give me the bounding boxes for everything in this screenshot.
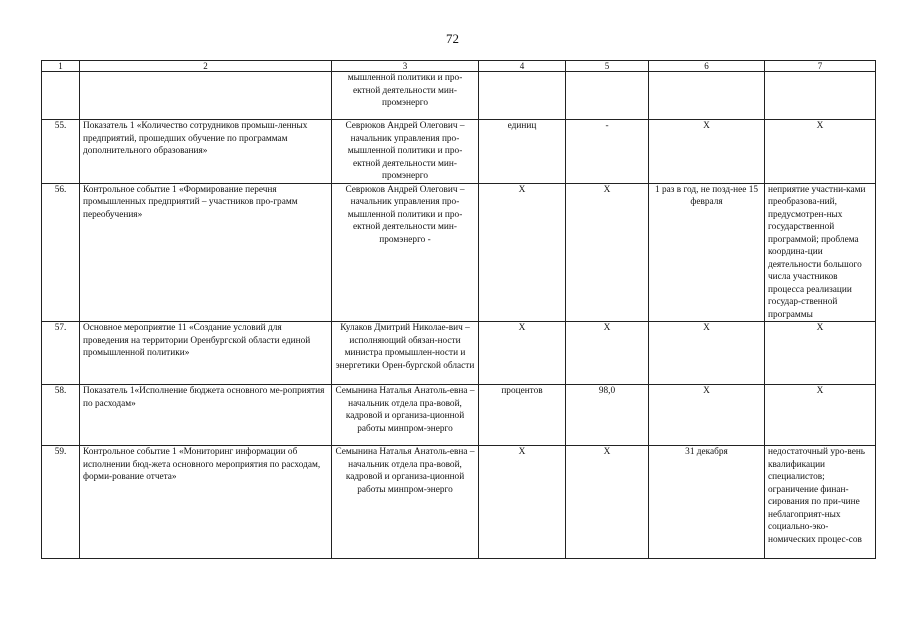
table-row [42, 385, 876, 446]
column-header: 3 [332, 61, 479, 72]
row-number-cell: 55. [42, 120, 80, 184]
deadline-cell: 1 раз в год, не позд-нее 15 февраля [649, 183, 765, 322]
row-number-cell [42, 72, 80, 120]
value-cell [566, 72, 649, 120]
risk-cell: недостаточный уро-вень квалификации специалистов; ограничение финан-сирования по при-чине неблагоприят-ных социально-эко-номических процес-сов [765, 446, 876, 559]
risk-cell: Х [765, 120, 876, 184]
name-cell: Основное мероприятие 11 «Создание условий для проведения на территории Оренбургской области единой промышленной политики» [80, 322, 332, 385]
deadline-cell [649, 72, 765, 120]
risk-cell: неприятие участни-ками преобразова-ний, предусмотрен-ных государственной программой; проблема координа-ции деятельности большого числа участников процесса реализации государ-ственной программы [765, 183, 876, 322]
deadline-cell: Х [649, 120, 765, 184]
deadline-cell: Х [649, 322, 765, 385]
column-number-header-row [42, 61, 876, 72]
continuation-row [42, 72, 876, 120]
column-header: 5 [566, 61, 649, 72]
risk-cell: Х [765, 385, 876, 446]
value-cell: Х [566, 183, 649, 322]
column-header: 4 [479, 61, 566, 72]
deadline-cell: 31 декабря [649, 446, 765, 559]
unit-cell: Х [479, 183, 566, 322]
value-cell: - [566, 120, 649, 184]
column-header: 1 [42, 61, 80, 72]
row-number-cell: 59. [42, 446, 80, 559]
value-cell: 98,0 [566, 385, 649, 446]
name-cell: Контрольное событие 1 «Формирование перечня промышленных предприятий – участников про-грамм переобучения» [80, 183, 332, 322]
unit-cell: процентов [479, 385, 566, 446]
row-number-cell: 58. [42, 385, 80, 446]
unit-cell: Х [479, 322, 566, 385]
column-header: 2 [80, 61, 332, 72]
column-header: 6 [649, 61, 765, 72]
unit-cell: единиц [479, 120, 566, 184]
name-cell: Контрольное событие 1 «Мониторинг информации об исполнении бюд-жета основного мероприятия по расходам, форми-рование отчета» [80, 446, 332, 559]
unit-cell [479, 72, 566, 120]
unit-cell: Х [479, 446, 566, 559]
risk-cell: Х [765, 322, 876, 385]
row-number-cell: 57. [42, 322, 80, 385]
name-cell [80, 72, 332, 120]
responsible-cell: Кулаков Дмитрий Николае-вич – исполняющий обязан-ности министра промышлен-ности и энергетики Орен-бургской области [332, 322, 479, 385]
responsible-cell: Севрюков Андрей Олегович – начальник управления про-мышленной политики и про-ектной деятельности мин-промэнерго - [332, 183, 479, 322]
responsible-cell: Севрюков Андрей Олегович – начальник управления про-мышленной политики и про-ектной деятельности мин-промэнерго [332, 120, 479, 184]
table-row [42, 183, 876, 322]
value-cell: Х [566, 446, 649, 559]
activities-table [41, 60, 876, 559]
responsible-cell: Семынина Наталья Анатоль-евна – начальник отдела пра-вовой, кадровой и организа-ционной работы минпром-энерго [332, 385, 479, 446]
value-cell: Х [566, 322, 649, 385]
name-cell: Показатель 1 «Количество сотрудников промыш-ленных предприятий, прошедших обучение по программам дополнительного образования» [80, 120, 332, 184]
table-row [42, 120, 876, 184]
responsible-cell: мышленной политики и про-ектной деятельности мин-промэнерго [332, 72, 479, 120]
column-header: 7 [765, 61, 876, 72]
risk-cell [765, 72, 876, 120]
responsible-cell: Семынина Наталья Анатоль-евна – начальник отдела пра-вовой, кадровой и организа-ционной работы минпром-энерго [332, 446, 479, 559]
page-number: 72 [446, 31, 459, 46]
name-cell: Показатель 1«Исполнение бюджета основного ме-роприятия по расходам» [80, 385, 332, 446]
row-number-cell: 56. [42, 183, 80, 322]
deadline-cell: Х [649, 385, 765, 446]
table-row [42, 446, 876, 559]
table-row [42, 322, 876, 385]
